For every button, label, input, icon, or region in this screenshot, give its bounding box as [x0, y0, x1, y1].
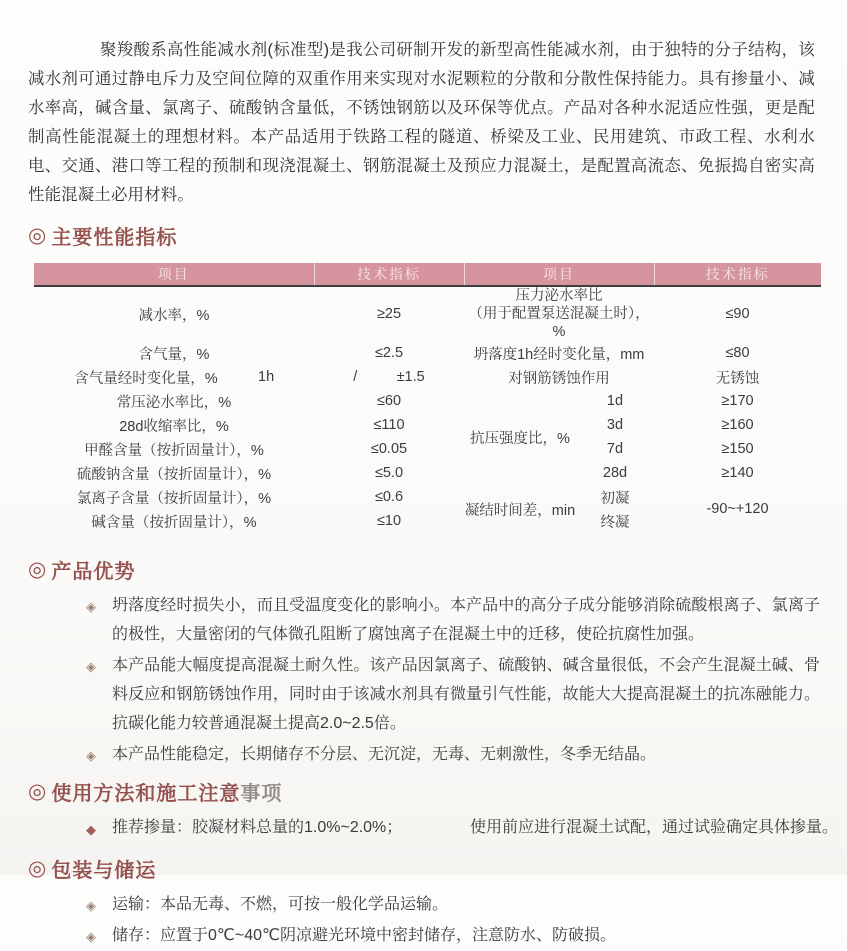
- header-spec-left: 技术指标: [314, 263, 464, 286]
- section-title-faded-text: 事项: [240, 783, 283, 805]
- double-circle-icon: ◎: [28, 780, 48, 803]
- item-time: 1h: [258, 369, 275, 385]
- intro-paragraph: 聚羧酸系高性能减水剂(标准型)是我公司研制开发的新型高性能减水剂，由于独特的分子结构，该减水剂可通过静电斥力及空间位障的双重作用来实现对水泥颗粒的分散和分散性保持能力。具有掺量小、减水率高，碱含量、氯离子、硫酸钠含量低，不锈蚀钢筋以及环保等优点。产品对各种水泥适应性强，更是配制高性能混凝土的理想材料。本产品适用于铁路工程的隧道、桥梁及工业、民用建筑、市政工程、水利水电、交通、港口等工程的预制和现浇混凝土、钢筋混凝土及预应力混凝土，是配置高流态、免振捣自密实高性能混凝土必用材料。: [28, 41, 815, 204]
- double-circle-icon: ◎: [28, 857, 48, 880]
- diamond-bullet-icon: ◈: [86, 599, 96, 614]
- item-label-line1: 压力泌水率比: [515, 288, 603, 304]
- list-item: [28, 651, 820, 738]
- age-label: 28d: [602, 465, 628, 481]
- list-item-text: 本产品性能稳定，长期储存不分层、无沉淀，无毒、无刺激性，冬季无结晶。: [112, 746, 657, 763]
- item-value: ≤0.6: [374, 489, 404, 505]
- item-value: ≤5.0: [374, 465, 404, 481]
- item-label: 氯离子含量（按折固量计），%: [76, 490, 272, 507]
- item-label: 对钢筋锈蚀作用: [508, 370, 610, 387]
- table-header-row: [34, 263, 821, 286]
- item-label: [464, 286, 654, 341]
- table-row: [34, 461, 821, 485]
- diamond-bullet-icon: ◈: [86, 929, 96, 944]
- item-label: 甲醛含量（按折固量计），%: [84, 442, 264, 459]
- list-item: [28, 740, 820, 769]
- list-item: [28, 921, 820, 950]
- item-value: ≥140: [721, 465, 754, 481]
- item-value: ≥25: [376, 306, 402, 322]
- item-value: ≥160: [721, 417, 754, 433]
- section-title-usage: [28, 777, 815, 806]
- list-item-text: 坍落度经时损失小，而且受温度变化的影响小。本产品中的高分子成分能够消除硫酸根离子、氯离子的极性，大量密闭的气体微孔阻断了腐蚀离子在混凝土中的迁移，使砼抗腐性加强。: [112, 597, 820, 643]
- header-spec-right: 技术指标: [654, 263, 821, 286]
- item-label: 减水率，%: [138, 307, 210, 324]
- table-row: [34, 389, 821, 413]
- list-item-text: 本产品能大幅度提高混凝土耐久性。该产品因氯离子、硫酸钠、碱含量很低，不会产生混凝土碱、骨料反应和钢筋锈蚀作用，同时由于该减水剂具有微量引气性能，故能大大提高混凝土的抗冻融能力。抗碳化能力较普通混凝土提高2.0~2.5倍。: [112, 657, 820, 732]
- table-row: [34, 413, 821, 437]
- item-label: 含气量，%: [138, 346, 210, 363]
- item-value: ≥170: [721, 393, 754, 409]
- section-title-packaging: [28, 854, 815, 883]
- packaging-list: [28, 890, 815, 950]
- advantages-list: [28, 591, 820, 769]
- table-row: [34, 485, 821, 509]
- item-value: ≤60: [376, 393, 402, 409]
- item-value: -90~+120: [706, 501, 769, 517]
- transport-text: 运输：本品无毒、不燃，可按一般化学品运输。: [112, 896, 449, 913]
- item-value: ≤0.05: [370, 441, 408, 457]
- item-label-text: 含气量经时变化量，%: [74, 370, 218, 387]
- item-label: 坍落度1h经时变化量，mm: [473, 346, 645, 363]
- item-value: ≤110: [373, 417, 405, 433]
- item-label: 28d收缩率比，%: [119, 418, 229, 435]
- diamond-bullet-icon: ◈: [86, 748, 96, 763]
- age-label: 3d: [606, 417, 624, 433]
- header-item-right: 项目: [464, 263, 654, 286]
- final-set-label: 终凝: [600, 514, 630, 531]
- age-label: 1d: [606, 393, 624, 409]
- item-label: 常压泌水率比，%: [116, 394, 232, 411]
- list-item: [28, 813, 838, 842]
- age-label: 7d: [606, 441, 624, 457]
- item-label: 硫酸钠含量（按折固量计），%: [76, 466, 272, 483]
- item-value: ≤2.5: [374, 345, 404, 361]
- item-label: [34, 365, 314, 389]
- performance-table: [34, 263, 821, 533]
- dosage-text: 推荐掺量：胶凝材料总量的1.0%~2.0%；: [112, 819, 403, 836]
- section-title-text: 主要性能指标: [51, 227, 178, 249]
- table-row: [34, 365, 821, 389]
- item-value: ≤80: [725, 345, 750, 361]
- table-row: [34, 341, 821, 365]
- section-title-performance: [28, 221, 815, 250]
- table-row: [34, 286, 821, 341]
- item-value: 无锈蚀: [715, 370, 760, 387]
- table-row: [34, 437, 821, 461]
- section-title-text: 产品优势: [51, 561, 136, 583]
- section-title-text: 使用方法和施工注意: [51, 783, 241, 805]
- list-item: [28, 591, 820, 649]
- item-value: ≤90: [725, 306, 750, 322]
- header-item-left: 项目: [34, 263, 314, 286]
- strength-ratio-label: 抗压强度比，%: [470, 430, 570, 447]
- initial-set-label: 初凝: [600, 490, 630, 507]
- item-label: 碱含量（按折固量计），%: [91, 514, 257, 531]
- item-label-line2: （用于配置泵送混凝土时），%: [468, 306, 650, 340]
- double-circle-icon: ◎: [28, 224, 48, 247]
- item-value-text: ±1.5: [396, 369, 425, 385]
- section-title-text: 包装与储运: [51, 860, 157, 882]
- trial-mix-note: 使用前应进行混凝土试配，通过试验确定具体掺量。: [469, 819, 838, 836]
- diamond-bullet-icon: ◆: [86, 822, 96, 837]
- item-value: ≥150: [721, 441, 754, 457]
- list-item: [28, 890, 820, 919]
- double-circle-icon: ◎: [28, 558, 48, 581]
- item-value: [314, 365, 464, 389]
- section-title-advantages: [28, 555, 815, 584]
- item-value: ≤10: [376, 513, 402, 529]
- setting-time-label: 凝结时间差，min: [464, 502, 576, 519]
- slash-separator: /: [353, 369, 358, 385]
- diamond-bullet-icon: ◈: [86, 659, 96, 674]
- diamond-bullet-icon: ◈: [86, 898, 96, 913]
- usage-list: [28, 813, 838, 842]
- storage-text: 储存：应置于0℃~40℃阴凉避光环境中密封储存，注意防水、防破损。: [112, 927, 616, 944]
